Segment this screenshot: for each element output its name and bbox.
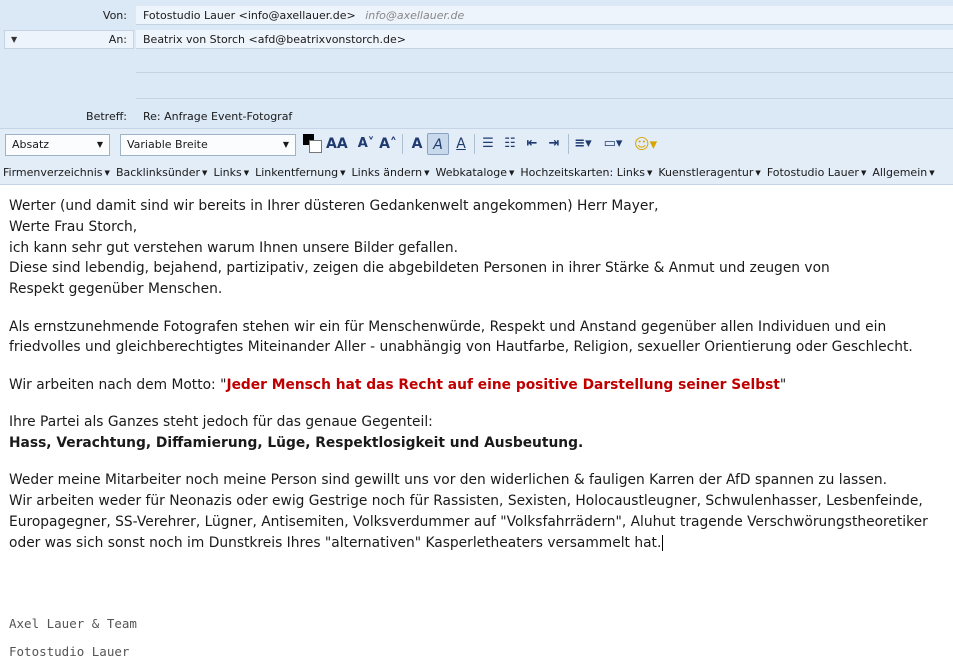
toolbar-separator <box>568 134 569 154</box>
from-label: Von: <box>102 9 127 22</box>
from-value: Fotostudio Lauer <info@axellauer.de> <box>143 9 356 22</box>
paragraph-values <box>9 317 944 359</box>
body-line-bold: Hass, Verachtung, Diffamierung, Lüge, Respektlosigkeit und Ausbeutung. <box>9 434 584 451</box>
subject-value: Re: Anfrage Event-Fotograf <box>143 110 293 123</box>
motto-suffix: " <box>779 376 787 393</box>
paragraph-greeting <box>9 196 944 300</box>
outdent-icon[interactable]: ⇤ <box>526 136 538 151</box>
toolbar-separator <box>474 134 475 154</box>
body-line <box>9 375 944 396</box>
menu-linkentfernung[interactable]: Linkentfernung ▼ <box>255 165 346 179</box>
format-toolbar <box>0 128 953 161</box>
body-line: Werte Frau Storch, <box>9 218 138 235</box>
from-row <box>0 6 953 26</box>
font-smaller-icon[interactable]: A˅ <box>357 136 375 151</box>
font-family-select[interactable] <box>120 134 296 156</box>
insert-image-icon[interactable]: ▭▾ <box>603 136 623 151</box>
caret-icon: ▼ <box>755 168 761 177</box>
body-line: Als ernstzunehmende Fotografen stehen wir ein für Menschenwürde, Respekt und Anstand gegenüber allen Individuen und ein <box>9 318 887 335</box>
body-line: Wir arbeiten weder für Neonazis oder ewig Gestrige noch für Rassisten, Sexisten, Holocaustleugner, Schwulenhasser, Lesbenfeinde, <box>9 493 923 510</box>
background-color-icon[interactable] <box>309 140 322 153</box>
motto-text: Jeder Mensch hat das Recht auf eine positive Darstellung seiner Selbst <box>226 376 780 393</box>
body-line: friedvolles und gleichberechtigtes Miteinander Aller - unabhängig von Hautfarbe, Religion, sexueller Orientierung oder Geschlecht. <box>9 339 913 356</box>
to-label: An: <box>108 33 127 46</box>
align-icon[interactable]: ≡▾ <box>574 136 592 151</box>
message-body[interactable] <box>9 196 944 570</box>
caret-icon: ▼ <box>929 168 935 177</box>
compose-header <box>0 0 953 128</box>
bullet-list-icon[interactable]: ☰ <box>482 136 494 151</box>
menu-links[interactable]: Links ▼ <box>213 165 250 179</box>
caret-icon: ▼ <box>860 168 867 177</box>
from-secondary: info@axellauer.de <box>365 9 465 22</box>
subject-field[interactable] <box>136 107 953 126</box>
body-line <box>9 533 944 554</box>
menu-allgemein[interactable]: Allgemein ▼ <box>872 165 935 179</box>
toolbar-separator <box>402 134 403 154</box>
chevron-down-icon: ▼ <box>11 35 18 44</box>
menu-fotostudio-lauer[interactable]: Fotostudio Lauer ▼ <box>766 165 867 179</box>
caret-icon: ▼ <box>508 168 515 177</box>
caret-icon: ▼ <box>243 168 250 177</box>
body-line: ich kann sehr gut verstehen warum Ihnen unsere Bilder gefallen. <box>9 239 459 256</box>
signature-line: Axel Lauer & Team <box>9 616 137 631</box>
chevron-down-icon: ▼ <box>96 140 103 149</box>
body-line: Diese sind lebendig, bejahend, partizipativ, zeigen die abgebildeten Personen in ihrer Stärke & Anmut und zeugen von <box>9 260 830 277</box>
underline-icon[interactable]: A <box>456 136 466 152</box>
signature <box>9 614 137 662</box>
subject-row <box>0 107 953 127</box>
body-line-text: oder was sich sonst noch im Dunstkreis Ihres "alternativen" Kasperletheaters versammelt hat. <box>9 534 662 551</box>
subject-label: Betreff: <box>86 110 127 123</box>
motto-prefix: Wir arbeiten nach dem Motto: " <box>9 376 227 393</box>
body-line: Ihre Partei als Ganzes steht jedoch für das genaue Gegenteil: <box>9 414 433 431</box>
font-larger-icon[interactable]: A˄ <box>379 136 397 152</box>
italic-icon[interactable]: A <box>427 133 449 155</box>
paragraph-refusal <box>9 470 944 553</box>
font-size-icon[interactable]: AA <box>326 136 348 152</box>
caret-icon: ▼ <box>646 168 653 177</box>
indent-icon[interactable]: ⇥ <box>548 136 560 151</box>
menu-webkataloge[interactable]: Webkataloge ▼ <box>435 165 515 179</box>
paragraph-style-value: Absatz <box>12 138 50 151</box>
to-row <box>0 30 953 50</box>
empty-recipient-row-2[interactable] <box>136 98 953 99</box>
caret-icon: ▼ <box>104 168 110 177</box>
numbered-list-icon[interactable]: ☷ <box>504 136 516 151</box>
caret-icon: ▼ <box>424 168 430 177</box>
body-line: Respekt gegenüber Menschen. <box>9 281 223 298</box>
from-field[interactable] <box>136 6 953 25</box>
chevron-down-icon: ▼ <box>282 140 289 149</box>
caret-icon: ▼ <box>202 168 208 177</box>
bold-icon[interactable]: A <box>411 136 423 152</box>
to-field[interactable] <box>136 30 953 49</box>
text-cursor <box>662 535 663 551</box>
menu-links-aendern[interactable]: Links ändern ▼ <box>351 165 430 179</box>
menu-hochzeitskarten-links[interactable]: Hochzeitskarten: Links ▼ <box>520 165 653 179</box>
menu-firmenverzeichnis[interactable]: Firmenverzeichnis ▼ <box>3 165 110 179</box>
menu-backlinksuender[interactable]: Backlinksünder ▼ <box>115 165 208 179</box>
caret-icon: ▼ <box>340 168 346 177</box>
emoji-icon[interactable]: ☺▾ <box>634 135 658 153</box>
body-line: Weder meine Mitarbeiter noch meine Person sind gewillt uns vor den widerlichen & fauligen Karren der AfD spannen zu lassen. <box>9 472 888 489</box>
body-line: Europagegner, SS-Verehrer, Lügner, Antisemiten, Volksverdummer auf "Volksfahrrädern", Aluhut tragende Verschwörungstheoretiker <box>9 513 928 530</box>
links-bar <box>0 160 953 185</box>
body-line: Werter (und damit sind wir bereits in Ihrer düsteren Gedankenwelt angekommen) Herr Mayer, <box>9 198 659 214</box>
paragraph-style-select[interactable] <box>5 134 110 156</box>
paragraph-motto <box>9 375 944 396</box>
menu-kuenstleragentur[interactable]: Kuenstleragentur ▼ <box>658 165 761 179</box>
signature-line: Fotostudio Lauer <box>9 644 130 659</box>
to-value: Beatrix von Storch <afd@beatrixvonstorch.de> <box>143 33 406 46</box>
empty-recipient-row[interactable] <box>136 72 953 73</box>
paragraph-party <box>9 412 944 454</box>
font-family-value: Variable Breite <box>127 138 208 151</box>
